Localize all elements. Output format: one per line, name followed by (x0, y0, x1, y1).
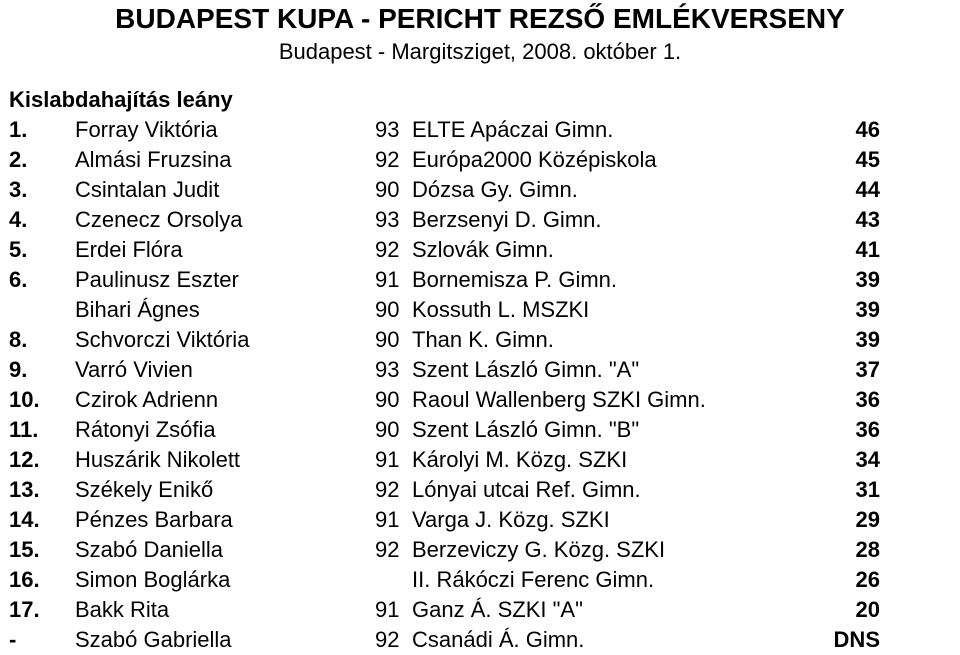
birth-year: 93 (375, 357, 400, 382)
school-name: Berzsenyi D. Gimn. (412, 207, 602, 232)
athlete-name: Almási Fruzsina (75, 147, 232, 172)
result-row (0, 265, 960, 295)
birth-year: 91 (375, 267, 400, 292)
result-place: 2. (9, 147, 28, 172)
result-row (0, 475, 960, 505)
school-name: ELTE Apáczai Gimn. (412, 117, 614, 142)
result-score: 39 (855, 267, 880, 292)
result-score: 39 (855, 327, 880, 352)
result-row (0, 595, 960, 625)
birth-year: 92 (375, 627, 400, 652)
birth-year: 90 (375, 387, 400, 412)
school-name: Szent László Gimn. "B" (412, 417, 640, 442)
result-place: 14. (9, 507, 40, 532)
result-row (0, 565, 960, 595)
birth-year: 90 (375, 327, 400, 352)
school-name: Csanádi Á. Gimn. (412, 627, 585, 652)
birth-year: 92 (375, 147, 400, 172)
result-score: 26 (855, 567, 880, 592)
result-place: 1. (9, 117, 28, 142)
athlete-name: Forray Viktória (75, 117, 218, 142)
athlete-name: Czirok Adrienn (75, 387, 219, 412)
athlete-name: Varró Vivien (75, 357, 193, 382)
birth-year: 91 (375, 507, 400, 532)
result-score: 31 (855, 477, 880, 502)
school-name: Szent László Gimn. "A" (412, 357, 640, 382)
school-name: Ganz Á. SZKI "A" (412, 597, 583, 622)
school-name: Dózsa Gy. Gimn. (412, 177, 578, 202)
result-row (0, 175, 960, 205)
birth-year: 92 (375, 237, 400, 262)
result-score: 43 (855, 207, 880, 232)
athlete-name: Székely Enikő (75, 477, 214, 502)
athlete-name: Szabó Gabriella (75, 627, 232, 652)
school-name: Kossuth L. MSZKI (412, 297, 590, 322)
result-row (0, 535, 960, 565)
page-title: BUDAPEST KUPA - PERICHT REZSŐ EMLÉKVERSENY (115, 3, 845, 34)
result-place: 8. (9, 327, 28, 352)
result-score: 29 (855, 507, 880, 532)
athlete-name: Szabó Daniella (75, 537, 223, 562)
athlete-name: Simon Boglárka (75, 567, 231, 592)
result-row (0, 385, 960, 415)
result-place: 15. (9, 537, 40, 562)
result-score: 41 (855, 237, 880, 262)
result-score: 20 (855, 597, 880, 622)
birth-year: 91 (375, 597, 400, 622)
result-place: 4. (9, 207, 28, 232)
athlete-name: Rátonyi Zsófia (75, 417, 216, 442)
result-score: 36 (855, 387, 880, 412)
result-place: 10. (9, 387, 40, 412)
school-name: Than K. Gimn. (412, 327, 554, 352)
birth-year: 92 (375, 537, 400, 562)
athlete-name: Paulinusz Eszter (75, 267, 239, 292)
athlete-name: Pénzes Barbara (75, 507, 233, 532)
school-name: Raoul Wallenberg SZKI Gimn. (412, 387, 706, 412)
result-score: 39 (855, 297, 880, 322)
event-subtitle: Budapest - Margitsziget, 2008. október 1. (278, 39, 682, 64)
school-name: Berzeviczy G. Közg. SZKI (412, 537, 666, 562)
result-score: 34 (855, 447, 880, 472)
school-name: Bornemisza P. Gimn. (412, 267, 618, 292)
result-row (0, 355, 960, 385)
result-score: 37 (855, 357, 880, 382)
result-place: 11. (9, 417, 39, 442)
result-row (0, 205, 960, 235)
result-score: 36 (855, 417, 880, 442)
result-row (0, 505, 960, 535)
result-score: 28 (855, 537, 880, 562)
school-name: Károlyi M. Közg. SZKI (412, 447, 628, 472)
result-row (0, 115, 960, 145)
result-row (0, 235, 960, 265)
result-place: 3. (9, 177, 28, 202)
result-place: 13. (9, 477, 40, 502)
result-place: 6. (9, 267, 28, 292)
athlete-name: Csintalan Judit (75, 177, 220, 202)
birth-year: 90 (375, 177, 400, 202)
birth-year: 92 (375, 477, 400, 502)
athlete-name: Bakk Rita (75, 597, 170, 622)
result-score: 46 (855, 117, 880, 142)
birth-year: 90 (375, 297, 400, 322)
athlete-name: Czenecz Orsolya (75, 207, 243, 232)
result-row (0, 145, 960, 175)
athlete-name: Bihari Ágnes (75, 297, 200, 322)
result-row (0, 295, 960, 325)
category-heading: Kislabdahajítás leány (9, 87, 233, 112)
result-row (0, 415, 960, 445)
school-name: Szlovák Gimn. (412, 237, 554, 262)
result-score: DNS (833, 627, 880, 652)
school-name: Európa2000 Középiskola (412, 147, 657, 172)
result-place: 16. (9, 567, 40, 592)
result-row (0, 325, 960, 355)
birth-year: 93 (375, 207, 400, 232)
result-row (0, 445, 960, 475)
athlete-name: Schvorczi Viktória (75, 327, 250, 352)
result-place: 5. (9, 237, 28, 262)
result-place: - (9, 627, 17, 652)
result-score: 44 (855, 177, 880, 202)
athlete-name: Huszárik Nikolett (75, 447, 241, 472)
result-score: 45 (855, 147, 880, 172)
result-place: 17. (9, 597, 40, 622)
athlete-name: Erdei Flóra (75, 237, 183, 262)
result-place: 12. (9, 447, 40, 472)
school-name: II. Rákóczi Ferenc Gimn. (412, 567, 655, 592)
results-list (0, 115, 960, 655)
school-name: Lónyai utcai Ref. Gimn. (412, 477, 641, 502)
result-place: 9. (9, 357, 28, 382)
birth-year: 93 (375, 117, 400, 142)
birth-year: 90 (375, 417, 400, 442)
birth-year: 91 (375, 447, 400, 472)
school-name: Varga J. Közg. SZKI (412, 507, 610, 532)
